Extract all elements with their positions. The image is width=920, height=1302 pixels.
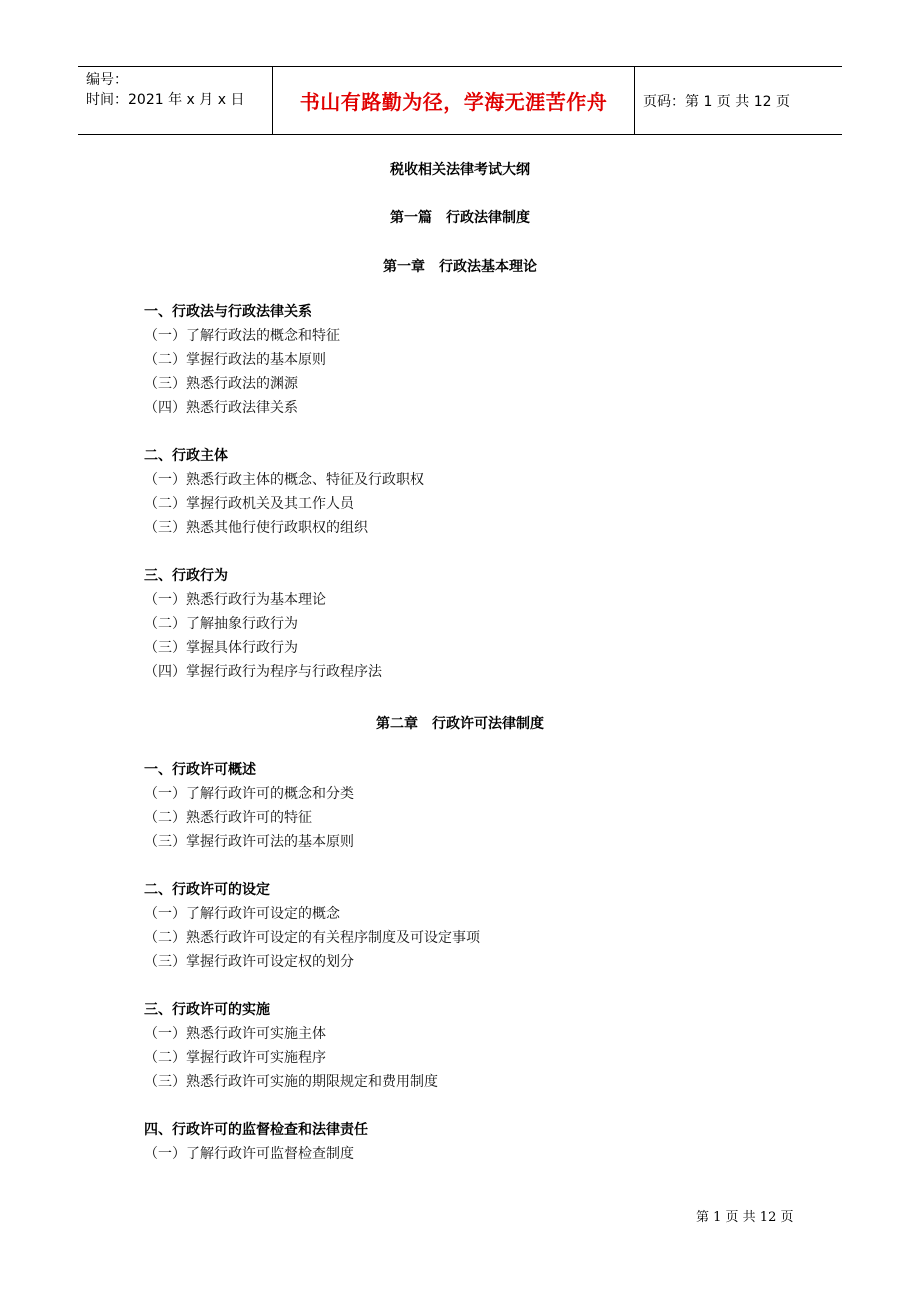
list-item: （四）掌握行政行为程序与行政程序法 [144,664,382,680]
ch1-section-2 [144,444,824,540]
list-item: （一）熟悉行政许可实施主体 [144,1026,326,1042]
list-item: （三）掌握具体行政行为 [144,640,298,656]
chapter1-title: 第一章 行政法基本理论 [383,259,537,275]
section-heading: 四、行政许可的监督检查和法律责任 [144,1122,368,1138]
list-item: （二）熟悉行政许可设定的有关程序制度及可设定事项 [144,930,480,946]
list-item: （一）了解行政许可监督检查制度 [144,1146,354,1162]
section-heading: 二、行政许可的设定 [144,882,270,898]
section-heading: 一、行政法与行政法律关系 [144,304,312,320]
ch2-section-1 [144,758,824,854]
time-label: 时间：2021 年 x 月 x 日 [86,92,245,108]
list-item: （二）掌握行政许可实施程序 [144,1050,326,1066]
ch2-section-4 [144,1118,824,1166]
header-page-cell [635,67,842,134]
page-info: 页码：第 1 页 共 12 页 [643,93,790,110]
ch2-section-2 [144,878,824,974]
number-label: 编号： [86,72,128,88]
ch1-section-3 [144,564,824,684]
motto: 书山有路勤为径，学海无涯苦作舟 [299,90,608,114]
chapter2-content [144,758,824,1166]
chapter2-title: 第二章 行政许可法律制度 [376,716,544,732]
ch1-section-1 [144,300,824,420]
section-heading: 二、行政主体 [144,448,228,464]
list-item: （一）了解行政许可的概念和分类 [144,786,354,802]
list-item: （四）熟悉行政法律关系 [144,400,298,416]
ch2-section-3 [144,998,824,1094]
list-item: （一）熟悉行政行为基本理论 [144,592,326,608]
list-item: （三）掌握行政许可设定权的划分 [144,954,354,970]
chapter1-content [144,300,824,684]
section-heading: 三、行政许可的实施 [144,1002,270,1018]
part-title: 第一篇 行政法律制度 [390,210,530,226]
list-item: （三）熟悉行政法的渊源 [144,376,298,392]
list-item: （二）掌握行政法的基本原则 [144,352,326,368]
list-item: （三）掌握行政许可法的基本原则 [144,834,354,850]
section-heading: 三、行政行为 [144,568,228,584]
list-item: （一）了解行政许可设定的概念 [144,906,340,922]
list-item: （三）熟悉行政许可实施的期限规定和费用制度 [144,1074,438,1090]
document-header [78,66,842,135]
page-footer: 第 1 页 共 12 页 [696,1210,794,1225]
header-motto-cell [273,67,635,134]
section-heading: 一、行政许可概述 [144,762,256,778]
document-title: 税收相关法律考试大纲 [390,162,530,178]
list-item: （一）熟悉行政主体的概念、特征及行政职权 [144,472,424,488]
list-item: （二）了解抽象行政行为 [144,616,298,632]
header-meta [78,67,273,134]
list-item: （三）熟悉其他行使行政职权的组织 [144,520,368,536]
list-item: （一）了解行政法的概念和特征 [144,328,340,344]
list-item: （二）掌握行政机关及其工作人员 [144,496,354,512]
list-item: （二）熟悉行政许可的特征 [144,810,312,826]
